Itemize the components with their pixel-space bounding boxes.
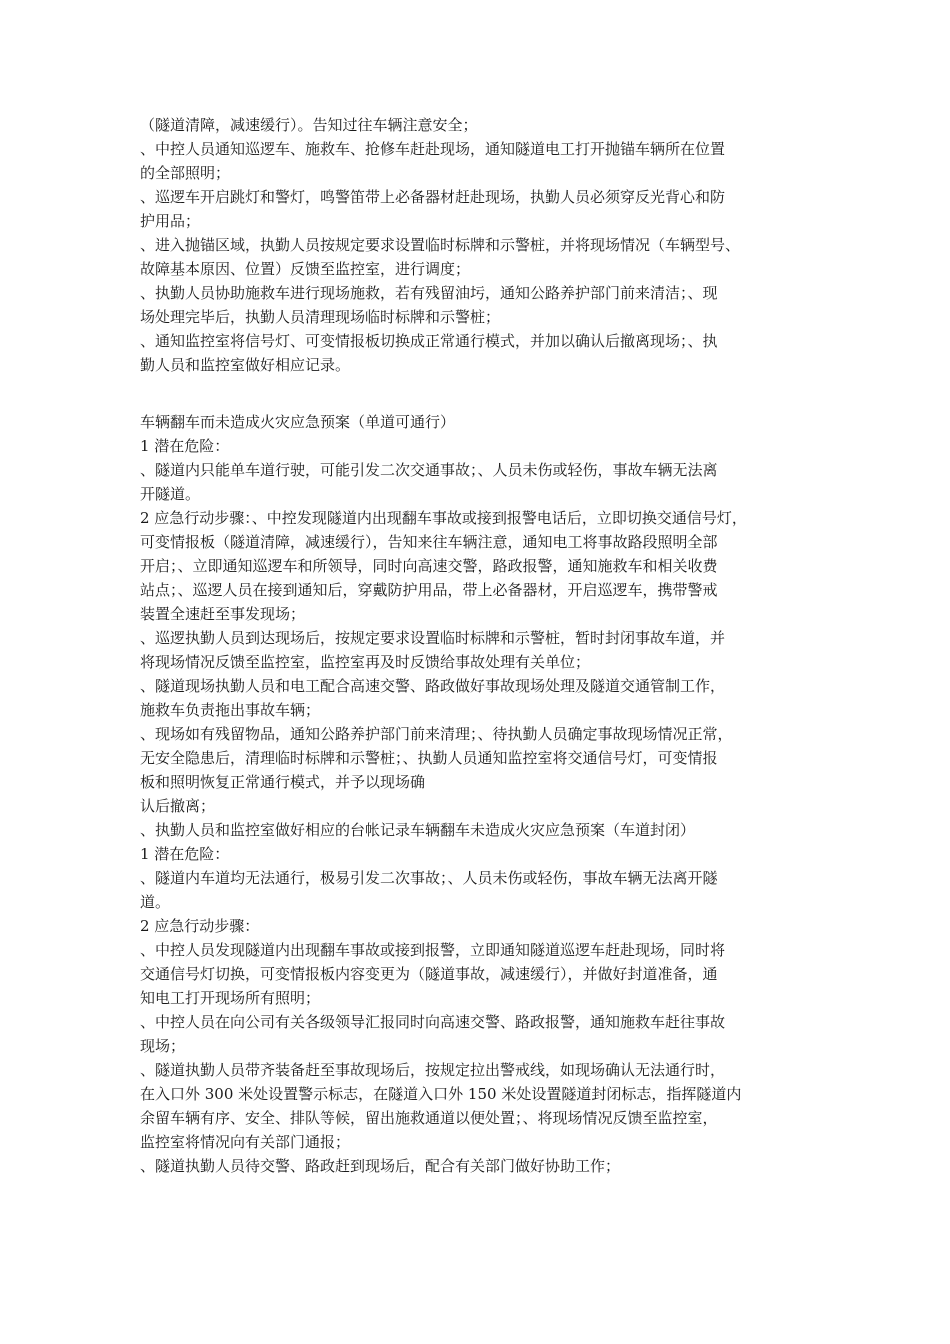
text-line: 、隧道执勤人员待交警、路政赶到现场后，配合有关部门做好协助工作； <box>140 1157 621 1175</box>
text-line: 可变情报板（隧道清障，减速缓行），告知来往车辆注意，通知电工将事故路段照明全部 <box>140 533 718 551</box>
text-line: 、执勤人员和监控室做好相应的台帐记录车辆翻车未造成火灾应急预案（车道封闭） <box>140 821 696 839</box>
text-line: 、隧道现场执勤人员和电工配合高速交警、路政做好事故现场处理及隧道交通管制工作， <box>140 677 726 695</box>
text-line: 、执勤人员协助施救车进行现场施救，若有残留油圬，通知公路养护部门前来清洁；、现 <box>140 284 718 302</box>
text-line: 现场； <box>140 1037 186 1055</box>
text-line: 勤人员和监控室做好相应记录。 <box>140 356 351 374</box>
text-line: 交通信号灯切换，可变情报板内容变更为（隧道事故，减速缓行），并做好封道准备，通 <box>140 965 718 983</box>
text-line: 故障基本原因、位置）反馈至监控室，进行调度； <box>140 260 471 278</box>
text-line: 无安全隐患后，清理临时标牌和示警桩；、执勤人员通知监控室将交通信号灯，可变情报 <box>140 749 718 767</box>
text-line: 、中控人员在向公司有关各级领导汇报同时向高速交警、路政报警，通知施救车赶往事故 <box>140 1013 726 1031</box>
text-line: 余留车辆有序、安全、排队等候，留出施救通道以便处置；、将现场情况反馈至监控室， <box>140 1109 718 1127</box>
text-line: 、进入抛锚区域，执勤人员按规定要求设置临时标牌和示警桩，并将现场情况（车辆型号、 <box>140 236 741 254</box>
text-line: 、中控人员发现隧道内出现翻车事故或接到报警，立即通知隧道巡逻车赶赴现场，同时将 <box>140 941 726 959</box>
text-line: 道。 <box>140 893 171 911</box>
text-line: 的全部照明； <box>140 164 231 182</box>
text-line: 开启；、立即通知巡逻车和所领导，同时向高速交警，路政报警，通知施救车和相关收费 <box>140 557 718 575</box>
text-line: 站点；、巡逻人员在接到通知后，穿戴防护用品，带上必备器材，开启巡逻车，携带警戒 <box>140 581 718 599</box>
text-line: 、中控人员通知巡逻车、施救车、抢修车赶赴现场，通知隧道电工打开抛锚车辆所在位置 <box>140 140 726 158</box>
text-line: 1 潜在危险： <box>140 437 230 455</box>
text-line: 1 潜在危险： <box>140 845 230 863</box>
text-line: 车辆翻车而未造成火灾应急预案（单道可通行） <box>140 413 456 431</box>
text-line: 知电工打开现场所有照明； <box>140 989 321 1007</box>
text-line: （隧道清障，减速缓行）。告知过往车辆注意安全； <box>140 116 478 134</box>
text-line: 、隧道内只能单车道行驶，可能引发二次交通事故；、人员未伤或轻伤，事故车辆无法离 <box>140 461 718 479</box>
text-line: 监控室将情况向有关部门通报； <box>140 1133 351 1151</box>
text-line: 2 应急行动步骤：、中控发现隧道内出现翻车事故或接到报警电话后，立即切换交通信号灯， <box>140 509 747 527</box>
text-line: 、现场如有残留物品，通知公路养护部门前来清理；、待执勤人员确定事故现场情况正常， <box>140 725 733 743</box>
section-rollover-no-fire-plan <box>140 410 820 1178</box>
text-line: 、巡逻车开启跳灯和警灯，鸣警笛带上必备器材赶赴现场，执勤人员必须穿反光背心和防 <box>140 188 726 206</box>
text-line: 、通知监控室将信号灯、可变情报板切换成正常通行模式，并加以确认后撤离现场；、执 <box>140 332 718 350</box>
text-line: 开隧道。 <box>140 485 201 503</box>
text-line: 在入口外 300 米处设置警示标志，在隧道入口外 150 米处设置隧道封闭标志，指挥隧道内 <box>140 1085 742 1103</box>
text-line: 认后撤离； <box>140 797 216 815</box>
text-line: 场处理完毕后，执勤人员清理现场临时标牌和示警桩； <box>140 308 501 326</box>
text-line: 施救车负责拖出事故车辆； <box>140 701 321 719</box>
section-tunnel-breakdown-steps <box>140 113 820 377</box>
text-line: 装置全速赶至事发现场； <box>140 605 306 623</box>
text-line: 、巡逻执勤人员到达现场后，按规定要求设置临时标牌和示警桩，暂时封闭事故车道，并 <box>140 629 726 647</box>
text-line: 、隧道内车道均无法通行，极易引发二次事故；、人员未伤或轻伤，事故车辆无法离开隧 <box>140 869 718 887</box>
text-line: 将现场情况反馈至监控室，监控室再及时反馈给事故处理有关单位； <box>140 653 591 671</box>
text-line: 、隧道执勤人员带齐装备赶至事故现场后，按规定拉出警戒线，如现场确认无法通行时， <box>140 1061 726 1079</box>
text-line: 板和照明恢复正常通行模式，并予以现场确 <box>140 773 426 791</box>
text-line: 护用品； <box>140 212 201 230</box>
text-line: 2 应急行动步骤： <box>140 917 260 935</box>
